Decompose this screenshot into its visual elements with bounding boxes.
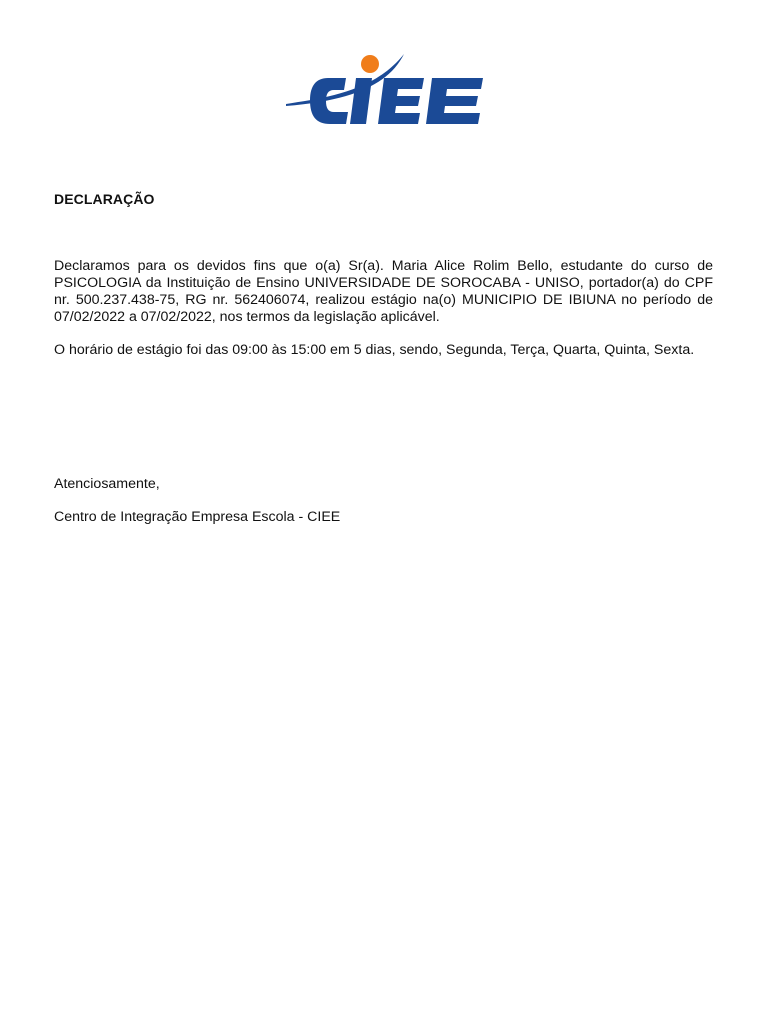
closing-text: Atenciosamente,	[54, 476, 160, 492]
signature-text: Centro de Integração Empresa Escola - CIEE	[54, 509, 341, 525]
ciee-logo	[284, 48, 486, 128]
schedule-paragraph: O horário de estágio foi das 09:00 às 15:00 em 5 dias, sendo, Segunda, Terça, Quarta, Quinta, Sexta.	[54, 342, 695, 358]
ciee-logo-graphic	[284, 48, 486, 128]
declaration-paragraph: Declaramos para os devidos fins que o(a) Sr(a). Maria Alice Rolim Bello, estudante do curso de PSICOLOGIA da Instituição de Ensino UNIVERSIDADE DE SOROCABA - UNISO, portador(a) do CPF nr. 500.237.438-75, RG nr. 562406074, realizou estágio na(o) MUNICIPIO DE IBIUNA no período de 07/02/2022 a 07/02/2022, nos termos da legislação aplicável.	[54, 258, 713, 325]
document-title: DECLARAÇÃO	[54, 191, 155, 207]
